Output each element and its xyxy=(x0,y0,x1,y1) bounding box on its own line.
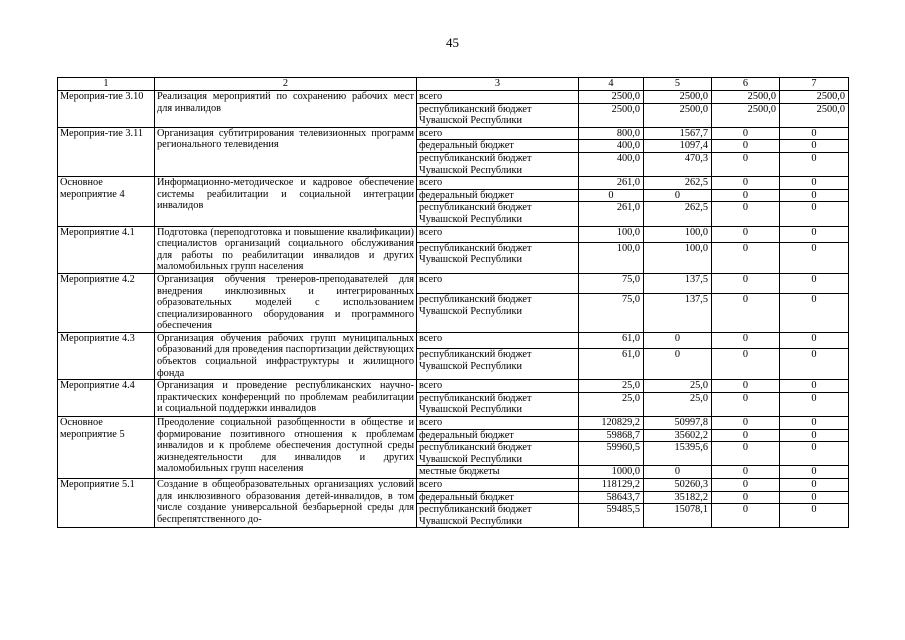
header-cell: 5 xyxy=(644,78,712,91)
amount-col4-cell: 400,0 xyxy=(579,152,644,176)
amount-col5-cell: 0 xyxy=(644,466,712,479)
funding-table xyxy=(57,77,849,528)
amount-col6-cell: 0 xyxy=(712,479,780,492)
amount-col7-cell: 0 xyxy=(780,479,849,492)
funding-source-cell: республиканский бюджет Чувашской Республики xyxy=(417,103,579,127)
funding-source-cell: всего xyxy=(417,479,579,492)
amount-col7-cell: 0 xyxy=(780,294,849,333)
amount-col4-cell: 100,0 xyxy=(579,226,644,242)
amount-col6-cell: 0 xyxy=(712,242,780,273)
header-cell: 6 xyxy=(712,78,780,91)
amount-col6-cell: 0 xyxy=(712,491,780,504)
measure-name-cell: Мероприя-тие 3.10 xyxy=(58,91,155,128)
measure-description-cell: Информационно-методическое и кадровое обеспечение системы реабилитации и социальной интеграции инвалидов xyxy=(155,177,417,226)
amount-col5-cell: 100,0 xyxy=(644,226,712,242)
amount-col6-cell: 0 xyxy=(712,273,780,293)
header-cell: 4 xyxy=(579,78,644,91)
amount-col7-cell: 0 xyxy=(780,504,849,528)
funding-source-cell: всего xyxy=(417,177,579,190)
amount-col7-cell: 0 xyxy=(780,242,849,273)
amount-col6-cell: 0 xyxy=(712,349,780,380)
table-row xyxy=(58,226,849,242)
measure-description-cell: Организация обучения рабочих групп муниципальных образований для проведения паспортизации действующих объектов социальной инфраструктуры и жилищного фонда xyxy=(155,332,417,379)
measure-description-cell: Организация и проведение республиканских научно-практических конференций по проблемам реабилитации и социальной поддержки инвалидов xyxy=(155,380,417,417)
table-row xyxy=(58,479,849,492)
amount-col7-cell: 0 xyxy=(780,417,849,430)
amount-col7-cell: 2500,0 xyxy=(780,103,849,127)
table-row xyxy=(58,177,849,190)
table-row xyxy=(58,91,849,104)
amount-col4-cell: 120829,2 xyxy=(579,417,644,430)
measure-description-cell: Подготовка (переподготовка и повышение квалификации) специалистов организаций социального обслуживания для работы по реабилитации инвалидов и других маломобильных групп населения xyxy=(155,226,417,273)
amount-col4-cell: 118129,2 xyxy=(579,479,644,492)
amount-col6-cell: 0 xyxy=(712,380,780,393)
amount-col6-cell: 0 xyxy=(712,429,780,442)
funding-source-cell: всего xyxy=(417,417,579,430)
measure-description-cell: Создание в общеобразовательных организациях условий для инклюзивного образования детей-инвалидов, в том числе создание универсальной безбарьерной среды для беспрепятственного до- xyxy=(155,479,417,528)
amount-col7-cell: 0 xyxy=(780,226,849,242)
amount-col7-cell: 0 xyxy=(780,466,849,479)
amount-col7-cell: 0 xyxy=(780,392,849,416)
amount-col4-cell: 1000,0 xyxy=(579,466,644,479)
funding-source-cell: республиканский бюджет Чувашской Республики xyxy=(417,294,579,333)
amount-col7-cell: 0 xyxy=(780,152,849,176)
amount-col7-cell: 0 xyxy=(780,442,849,466)
amount-col4-cell: 2500,0 xyxy=(579,103,644,127)
amount-col7-cell: 0 xyxy=(780,273,849,293)
amount-col5-cell: 0 xyxy=(644,349,712,380)
funding-source-cell: федеральный бюджет xyxy=(417,189,579,202)
amount-col5-cell: 15078,1 xyxy=(644,504,712,528)
funding-source-cell: федеральный бюджет xyxy=(417,429,579,442)
amount-col7-cell: 0 xyxy=(780,189,849,202)
amount-col5-cell: 15395,6 xyxy=(644,442,712,466)
measure-name-cell: Мероприятие 5.1 xyxy=(58,479,155,528)
funding-source-cell: республиканский бюджет Чувашской Республики xyxy=(417,442,579,466)
amount-col4-cell: 400,0 xyxy=(579,140,644,153)
amount-col7-cell: 0 xyxy=(780,429,849,442)
amount-col6-cell: 0 xyxy=(712,202,780,226)
table-row xyxy=(58,380,849,393)
measure-name-cell: Мероприятие 4.4 xyxy=(58,380,155,417)
amount-col4-cell: 25,0 xyxy=(579,380,644,393)
amount-col5-cell: 137,5 xyxy=(644,273,712,293)
measure-name-cell: Мероприятие 4.2 xyxy=(58,273,155,332)
amount-col4-cell: 261,0 xyxy=(579,177,644,190)
amount-col7-cell: 0 xyxy=(780,127,849,140)
measure-name-cell: Мероприя-тие 3.11 xyxy=(58,127,155,176)
amount-col7-cell: 0 xyxy=(780,380,849,393)
amount-col4-cell: 59868,7 xyxy=(579,429,644,442)
amount-col6-cell: 0 xyxy=(712,442,780,466)
amount-col5-cell: 25,0 xyxy=(644,380,712,393)
amount-col5-cell: 2500,0 xyxy=(644,103,712,127)
funding-source-cell: всего xyxy=(417,273,579,293)
funding-source-cell: республиканский бюджет Чувашской Республики xyxy=(417,349,579,380)
amount-col4-cell: 59485,5 xyxy=(579,504,644,528)
amount-col4-cell: 2500,0 xyxy=(579,91,644,104)
amount-col4-cell: 100,0 xyxy=(579,242,644,273)
amount-col5-cell: 100,0 xyxy=(644,242,712,273)
amount-col5-cell: 262,5 xyxy=(644,177,712,190)
measure-description-cell: Преодоление социальной разобщенности в обществе и формирование позитивного отношения к проблемам инвалидов и к проблеме обеспечения доступной среды жизнедеятельности для инвалидов и других маломобильных групп населения xyxy=(155,417,417,479)
funding-source-cell: федеральный бюджет xyxy=(417,491,579,504)
funding-source-cell: республиканский бюджет Чувашской Республики xyxy=(417,392,579,416)
funding-source-cell: местные бюджеты xyxy=(417,466,579,479)
table-row xyxy=(58,273,849,293)
amount-col5-cell: 35182,2 xyxy=(644,491,712,504)
amount-col5-cell: 0 xyxy=(644,332,712,348)
measure-description-cell: Организация субтитрирования телевизионных программ регионального телевидения xyxy=(155,127,417,176)
measure-description-cell: Реализация мероприятий по сохранению рабочих мест для инвалидов xyxy=(155,91,417,128)
funding-source-cell: всего xyxy=(417,226,579,242)
amount-col5-cell: 2500,0 xyxy=(644,91,712,104)
funding-source-cell: республиканский бюджет Чувашской Республики xyxy=(417,242,579,273)
measure-name-cell: Мероприятие 4.1 xyxy=(58,226,155,273)
amount-col4-cell: 261,0 xyxy=(579,202,644,226)
amount-col4-cell: 25,0 xyxy=(579,392,644,416)
header-cell: 2 xyxy=(155,78,417,91)
header-cell: 1 xyxy=(58,78,155,91)
amount-col5-cell: 470,3 xyxy=(644,152,712,176)
amount-col7-cell: 0 xyxy=(780,332,849,348)
page-number: 45 xyxy=(446,35,459,50)
amount-col4-cell: 75,0 xyxy=(579,273,644,293)
funding-source-cell: всего xyxy=(417,380,579,393)
amount-col6-cell: 0 xyxy=(712,392,780,416)
amount-col5-cell: 137,5 xyxy=(644,294,712,333)
table-row xyxy=(58,417,849,430)
amount-col5-cell: 25,0 xyxy=(644,392,712,416)
amount-col6-cell: 0 xyxy=(712,189,780,202)
amount-col4-cell: 0 xyxy=(579,189,644,202)
funding-source-cell: всего xyxy=(417,127,579,140)
funding-source-cell: всего xyxy=(417,91,579,104)
amount-col4-cell: 58643,7 xyxy=(579,491,644,504)
amount-col5-cell: 262,5 xyxy=(644,202,712,226)
amount-col6-cell: 0 xyxy=(712,226,780,242)
table-row xyxy=(58,127,849,140)
amount-col6-cell: 0 xyxy=(712,417,780,430)
amount-col6-cell: 0 xyxy=(712,177,780,190)
funding-source-cell: республиканский бюджет Чувашской Республики xyxy=(417,152,579,176)
amount-col6-cell: 0 xyxy=(712,466,780,479)
header-row xyxy=(58,78,849,91)
amount-col5-cell: 0 xyxy=(644,189,712,202)
amount-col7-cell: 0 xyxy=(780,349,849,380)
amount-col6-cell: 2500,0 xyxy=(712,91,780,104)
amount-col4-cell: 800,0 xyxy=(579,127,644,140)
amount-col5-cell: 50997,8 xyxy=(644,417,712,430)
amount-col4-cell: 59960,5 xyxy=(579,442,644,466)
amount-col5-cell: 35602,2 xyxy=(644,429,712,442)
measure-name-cell: Основное мероприятие 4 xyxy=(58,177,155,226)
amount-col7-cell: 0 xyxy=(780,177,849,190)
amount-col5-cell: 1097,4 xyxy=(644,140,712,153)
amount-col6-cell: 0 xyxy=(712,332,780,348)
amount-col6-cell: 0 xyxy=(712,294,780,333)
measure-name-cell: Основное мероприятие 5 xyxy=(58,417,155,479)
amount-col4-cell: 61,0 xyxy=(579,349,644,380)
amount-col6-cell: 0 xyxy=(712,504,780,528)
amount-col5-cell: 50260,3 xyxy=(644,479,712,492)
header-cell: 3 xyxy=(417,78,579,91)
header-cell: 7 xyxy=(780,78,849,91)
amount-col6-cell: 0 xyxy=(712,152,780,176)
amount-col6-cell: 0 xyxy=(712,127,780,140)
amount-col5-cell: 1567,7 xyxy=(644,127,712,140)
amount-col4-cell: 61,0 xyxy=(579,332,644,348)
amount-col7-cell: 0 xyxy=(780,140,849,153)
funding-source-cell: всего xyxy=(417,332,579,348)
funding-source-cell: республиканский бюджет Чувашской Республики xyxy=(417,202,579,226)
funding-source-cell: республиканский бюджет Чувашской Республики xyxy=(417,504,579,528)
funding-source-cell: федеральный бюджет xyxy=(417,140,579,153)
amount-col6-cell: 2500,0 xyxy=(712,103,780,127)
measure-description-cell: Организация обучения тренеров-преподавателей для внедрения инклюзивных и интегрированных образовательных моделей с использованием специализированного оборудования и программного обеспечения xyxy=(155,273,417,332)
amount-col6-cell: 0 xyxy=(712,140,780,153)
amount-col7-cell: 0 xyxy=(780,491,849,504)
table-row xyxy=(58,332,849,348)
amount-col4-cell: 75,0 xyxy=(579,294,644,333)
amount-col7-cell: 0 xyxy=(780,202,849,226)
measure-name-cell: Мероприятие 4.3 xyxy=(58,332,155,379)
amount-col7-cell: 2500,0 xyxy=(780,91,849,104)
